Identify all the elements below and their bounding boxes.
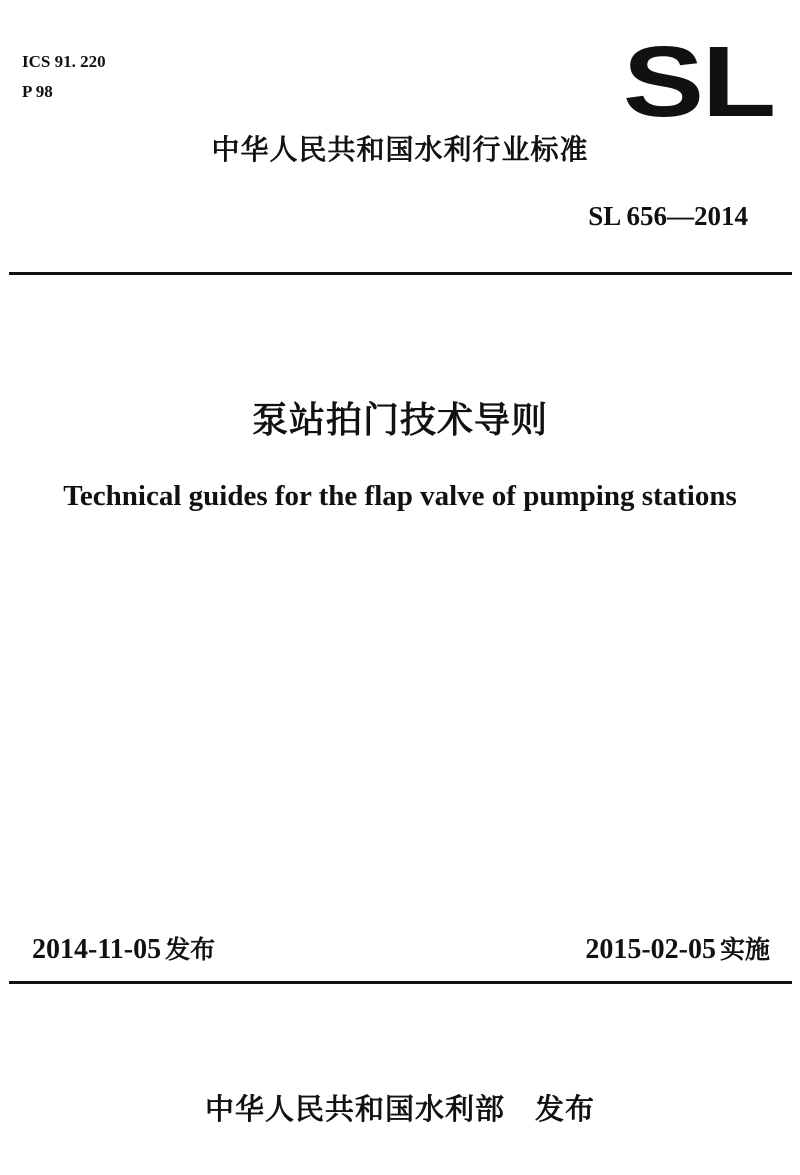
p-code: P 98	[22, 82, 53, 101]
document-title-chinese: 泵站拍门技术导则	[251, 400, 548, 441]
standard-number: SL 656—2014	[588, 201, 748, 231]
issue-date-value: 2014-11-05	[32, 934, 162, 965]
publisher-name: 中华人民共和国水利部	[204, 1092, 505, 1126]
issue-date	[32, 929, 215, 970]
issue-date-label: 发布	[165, 935, 216, 964]
publisher	[0, 1088, 800, 1130]
ics-code: ICS 91. 220	[22, 52, 106, 71]
bottom-divider	[9, 981, 792, 984]
document-title-english: Technical guides for the flap valve of pumping stations	[63, 480, 737, 512]
sl-logo: SL	[622, 26, 774, 138]
standard-classification: 中华人民共和国水利行业标准	[211, 133, 589, 166]
implementation-date	[585, 929, 770, 970]
top-divider	[9, 272, 792, 275]
publisher-action: 发布	[535, 1092, 596, 1126]
implementation-date-label: 实施	[719, 935, 770, 964]
implementation-date-value: 2015-02-05	[585, 934, 716, 965]
